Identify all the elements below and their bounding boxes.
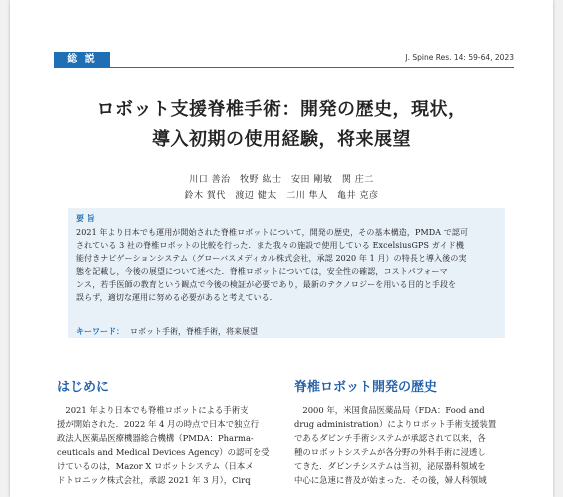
section-heading-history: 脊椎ロボット開発の歴史 — [294, 380, 438, 395]
body-line: 2021 年より日本でも脊椎ロボットによる手術支 — [57, 405, 249, 415]
abstract-line: 誤らず，適切な運用に努める必要があると考えている． — [76, 293, 278, 302]
abstract-heading: 要 旨 — [76, 214, 95, 223]
keywords-text: ロボット手術，脊椎手術，将来展望 — [130, 327, 258, 336]
body-line: けているのは，Mazor X ロボットシステム（日本メ — [57, 461, 254, 471]
authors-line-1: 川口 善治 牧野 紘士 安田 剛敏 関 庄二 — [189, 175, 374, 185]
body-line: ceuticals and Medical Devices Agency）の認可を受 — [57, 447, 270, 457]
body-line: 援が開始された．2022 年 4 月の時点で日本で独立行 — [57, 419, 260, 429]
abstract-line: 2021 年より日本でも運用が開始された脊椎ロボットについて，開発の歴史，その基本構造，PMDA で認可 — [76, 228, 469, 237]
body-line: 中心に急速に普及が始まった．その後，婦人科領域 — [294, 475, 487, 485]
header-rule — [110, 67, 514, 68]
abstract-box — [68, 208, 505, 338]
abstract-line: 能付きナビゲーションシステム（グローバスメディカル株式会社，承認 2020 年 1 月）の特長と導入後の実 — [76, 254, 467, 263]
title-line-2: 導入初期の使用経験，将来展望 — [152, 129, 411, 150]
abstract-line: ンス，若手医師の教育という観点で今後の検証が必要であり，最新のテクノロジーを用いる目的と手段を — [76, 280, 457, 289]
abstract-line: 態を記載し，今後の展望について述べた．脊椎ロボットについては，安全性の確認，コストパフォーマ — [76, 267, 448, 276]
paper-page — [10, 0, 553, 497]
body-line: ドトロニック株式会社，承認 2021 年 3 月），Cirq — [57, 475, 251, 485]
section-heading-introduction: はじめに — [57, 380, 110, 395]
authors-line-2: 鈴木 賀代 渡辺 健太 二川 隼人 亀井 克彦 — [184, 191, 379, 201]
keywords-row — [76, 326, 258, 337]
body-line: 政法人医薬品医療機器総合機構（PMDA：Pharma- — [57, 433, 254, 443]
body-line: 種のロボットシステムが各分野の外科手術に浸透し — [294, 447, 486, 457]
abstract-line: されている 3 社の脊椎ロボットの比較を行った．また我々の施設で使用している ExcelsiusGPS ガイド機 — [76, 241, 464, 250]
body-line: てきた．ダビンチシステムは当初，泌尿器科領域を — [294, 461, 486, 471]
body-line: drug administration）によりロボット手術支援装置 — [294, 419, 497, 429]
body-line: 2000 年，米国食品医薬品局（FDA：Food and — [294, 405, 485, 415]
keywords-label: キーワード： — [76, 327, 124, 336]
category-tab: 総 説 — [54, 52, 110, 68]
page-header — [54, 52, 514, 68]
journal-reference: J. Spine Res. 14: 59-64, 2023 — [405, 53, 514, 62]
title-line-1: ロボット支援脊椎手術：開発の歴史，現状， — [96, 99, 467, 120]
body-line: であるダビンチ手術システムが承認されて以来，各 — [294, 433, 486, 443]
